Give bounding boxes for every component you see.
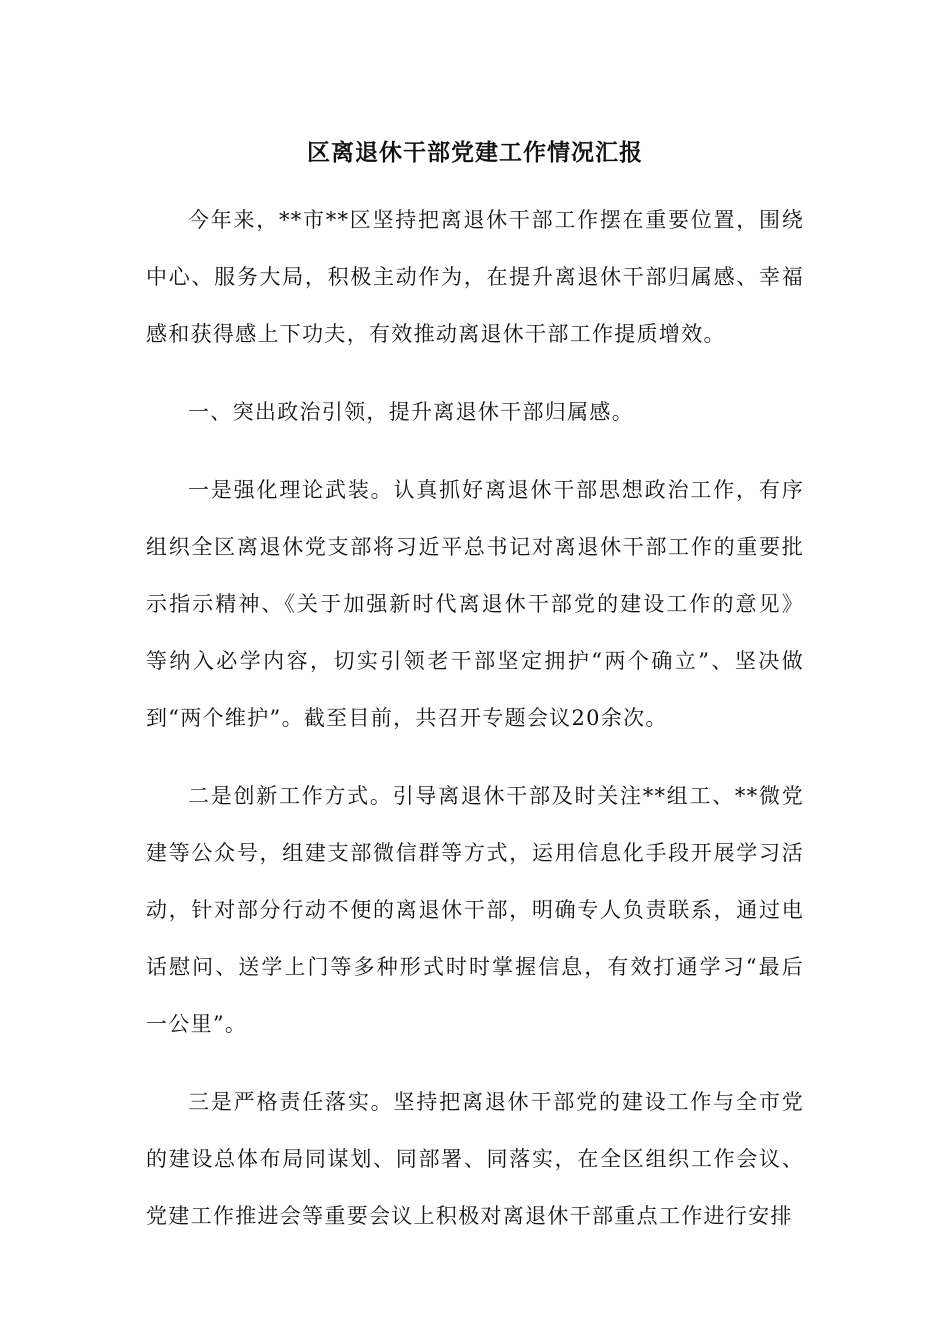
paragraph-theory: 一是强化理论武装。认真抓好离退休干部思想政治工作，有序组织全区离退休党支部将习近平总书记对离退休干部工作的重要批示指示精神、《关于加强新时代离退休干部党的建设工作的意见》等纳入必学内容，切实引领老干部坚定拥护“两个确立”、坚决做到“两个维护”。截至目前，共召开专题会议20余次。 — [146, 478, 804, 730]
paragraph-innovation: 二是创新工作方式。引导离退休干部及时关注**组工、**微党建等公众号，组建支部微信群等方式，运用信息化手段开展学习活动，针对部分行动不便的离退休干部，明确专人负责联系，通过电话慰问、送学上门等多种形式时时掌握信息，有效打通学习“最后一公里”。 — [146, 784, 804, 1036]
paragraph-responsibility: 三是严格责任落实。坚持把离退休干部党的建设工作与全市党的建设总体布局同谋划、同部署、同落实，在全区组织工作会议、党建工作推进会等重要会议上积极对离退休干部重点工作进行安排 — [146, 1090, 804, 1228]
paragraph-intro: 今年来，**市**区坚持把离退休干部工作摆在重要位置，围绕中心、服务大局，积极主动作为，在提升离退休干部归属感、幸福感和获得感上下功夫，有效推动离退休干部工作提质增效。 — [146, 208, 804, 346]
section-heading-1: 一、突出政治引领，提升离退休干部归属感。 — [188, 400, 634, 424]
document-title: 区离退休干部党建工作情况汇报 — [307, 140, 643, 166]
document-body — [146, 192, 804, 1266]
